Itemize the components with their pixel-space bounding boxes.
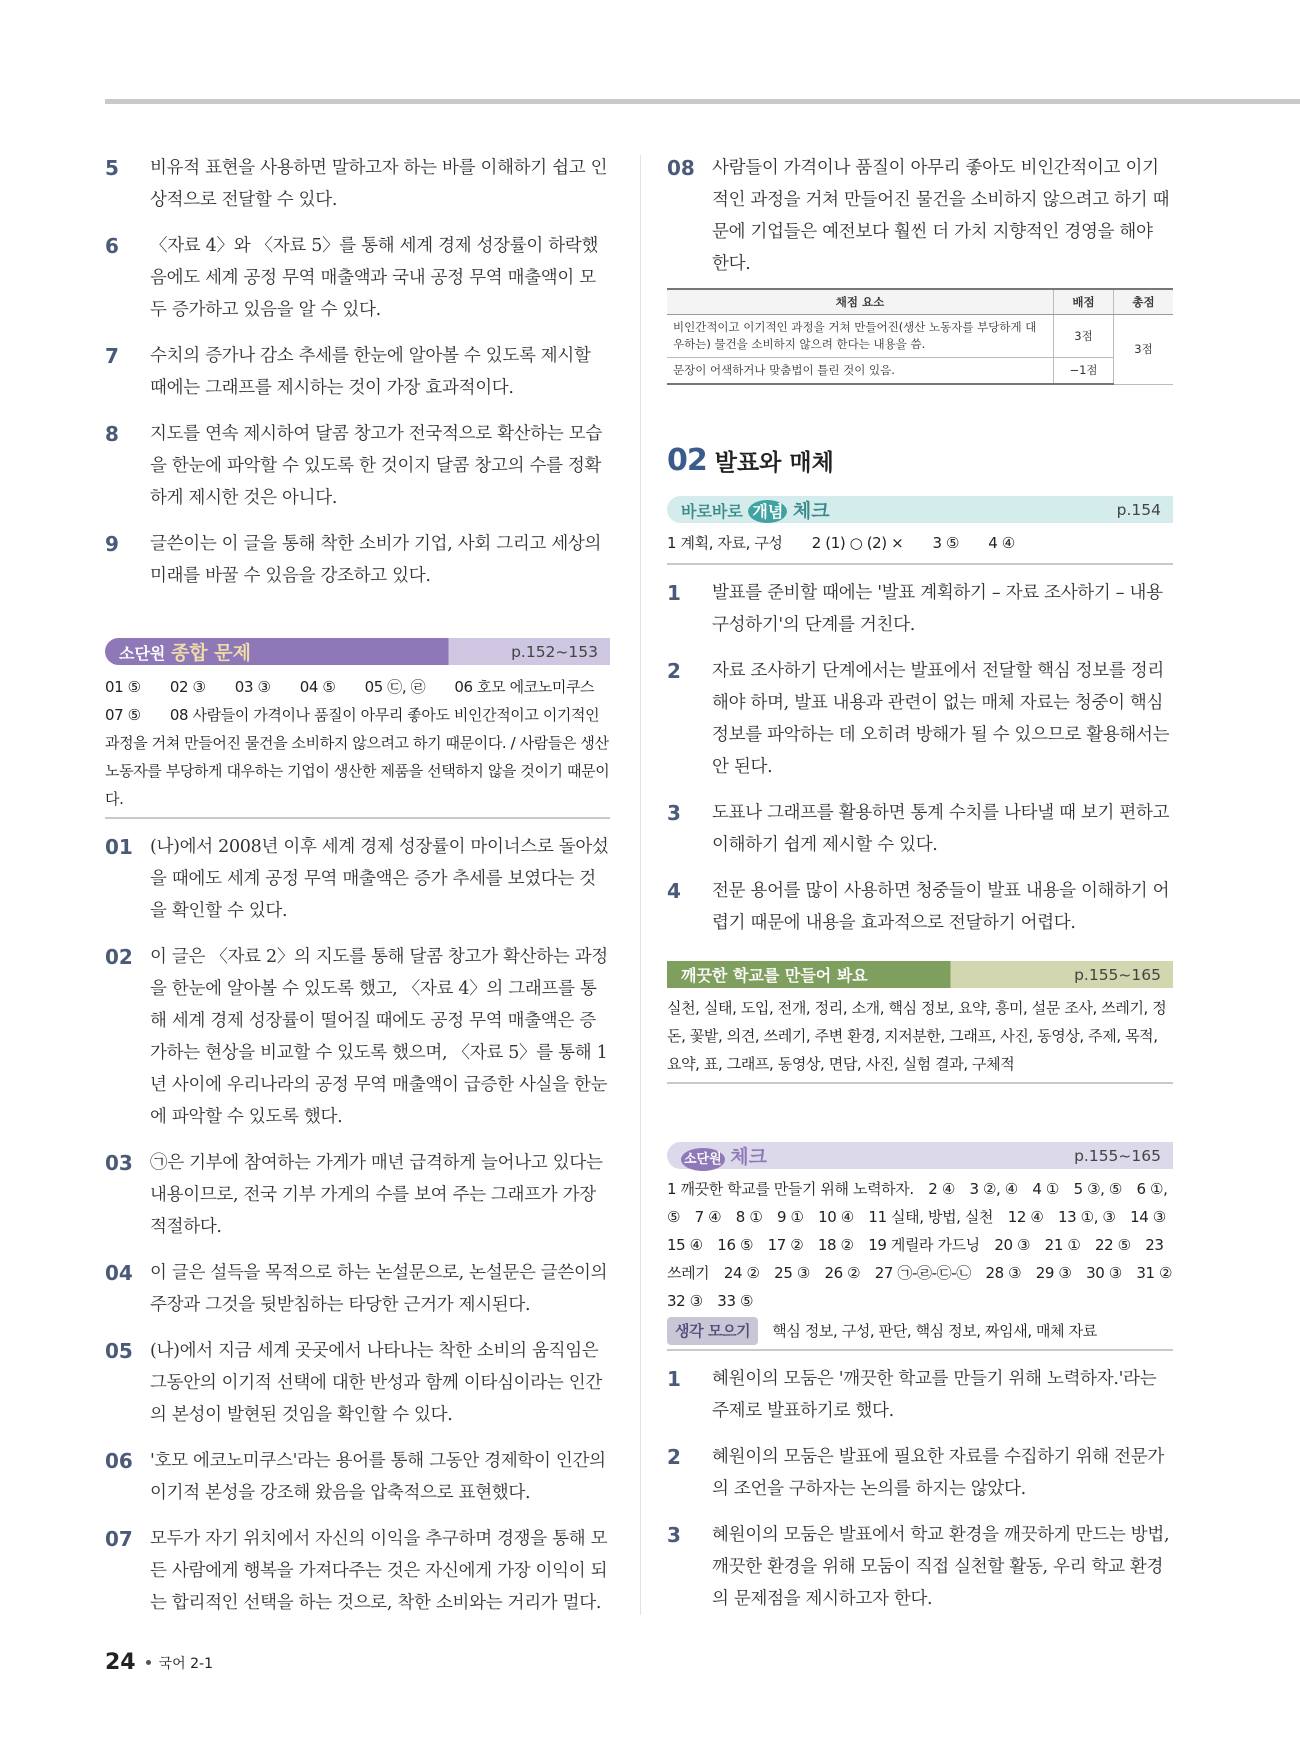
section-number: 02 <box>667 443 707 478</box>
total-cell: 3점 <box>1114 315 1174 385</box>
thinking-row <box>667 1317 1173 1345</box>
item-number: 04 <box>105 1261 133 1285</box>
list-item <box>105 1523 610 1619</box>
table-row <box>667 315 1173 358</box>
item-text: 혜원이의 모둠은 '깨끗한 학교를 만들기 위해 노력하자.'라는 주제로 발표하기로 했다. <box>712 1369 1157 1421</box>
item-number: 06 <box>105 1449 133 1473</box>
banner-title <box>119 638 251 665</box>
table-row <box>667 358 1173 385</box>
unit-review-banner <box>105 638 610 665</box>
list-item <box>667 152 1173 280</box>
item-number: 2 <box>667 659 681 683</box>
list-item <box>105 418 610 514</box>
left-column <box>105 152 610 1633</box>
list-item <box>667 1363 1173 1427</box>
item-text: 비유적 표현을 사용하면 말하고자 하는 바를 이해하기 쉽고 인상적으로 전달할 수 있다. <box>150 158 608 210</box>
scoring-table <box>667 288 1173 385</box>
list-item <box>105 831 610 927</box>
banner-main-title: 체크 <box>730 1146 767 1168</box>
item-text: 글쓴이는 이 글을 통해 착한 소비가 기업, 사회 그리고 세상의 미래를 바꿀 수 있음을 강조하고 있다. <box>150 534 602 586</box>
list-item <box>667 655 1173 783</box>
criteria-cell: 문장이 어색하거나 맞춤법이 틀린 것이 있음. <box>667 358 1054 385</box>
list-item <box>105 1445 610 1509</box>
list-item <box>667 1519 1173 1615</box>
unit-check-banner <box>667 1142 1173 1169</box>
item-text: 발표를 준비할 때에는 '발표 계획하기 – 자료 조사하기 – 내용 구성하기'의 단계를 거친다. <box>712 583 1163 635</box>
list-item <box>105 1147 610 1243</box>
header-criteria: 채점 요소 <box>667 289 1054 315</box>
item-number: 9 <box>105 532 119 556</box>
item-text: 혜원이의 모둠은 발표에 필요한 자료를 수집하기 위해 전문가의 조언을 구하자는 논의를 하지는 않았다. <box>712 1447 1164 1499</box>
header-points: 배점 <box>1054 289 1114 315</box>
answer-key: 01 ⑤ 02 ③ 03 ③ 04 ⑤ 05 ㉢, ㉣ 06 호모 에코노미쿠스 07 ⑤ 08 사람들이 가격이나 품질이 아무리 좋아도 비인간적이고 이기적인 과정을 거쳐 만들어진 물건을 소비하지 않으려고 하기 때문이다. / 사람들은 생산 노동자를 부당하게 대우하는 기업이 생산한 제품을 선택하지 않을 것이기 때문이다. <box>105 673 610 819</box>
item-number: 08 <box>667 156 695 180</box>
banner-prefix: 소단원 <box>119 644 166 663</box>
item-text: '호모 에코노미쿠스'라는 용어를 통해 그동안 경제학이 인간의 이기적 본성을 강조해 왔음을 압축적으로 표현했다. <box>150 1451 606 1503</box>
item-number: 5 <box>105 156 119 180</box>
list-item <box>105 941 610 1133</box>
item-number: 2 <box>667 1445 681 1469</box>
item-number: 05 <box>105 1339 133 1363</box>
item-text: 전문 용어를 많이 사용하면 청중들이 발표 내용을 이해하기 어렵기 때문에 내용을 효과적으로 전달하기 어렵다. <box>712 881 1170 933</box>
item-number: 1 <box>667 1367 681 1391</box>
item-number: 01 <box>105 835 133 859</box>
top-rule <box>105 99 1300 104</box>
item-text: 자료 조사하기 단계에서는 발표에서 전달할 핵심 정보를 정리해야 하며, 발표 내용과 관련이 없는 매체 자료는 청중이 핵심 정보를 파악하는 데 오히려 방해가 될 수 있으므로 활용해서는 안 된다. <box>712 661 1170 777</box>
table-header-row <box>667 289 1173 315</box>
list-item <box>667 1441 1173 1505</box>
item-number: 7 <box>105 344 119 368</box>
item-number: 02 <box>105 945 133 969</box>
list-item <box>105 340 610 404</box>
item-text: 혜원이의 모둠은 발표에서 학교 환경을 깨끗하게 만드는 방법, 깨끗한 환경을 위해 모둠이 직접 실천할 활동, 우리 학교 환경의 문제점을 제시하고자 한다. <box>712 1525 1170 1609</box>
list-item <box>105 230 610 326</box>
criteria-cell: 비인간적이고 이기적인 과정을 거쳐 만들어진(생산 노동자를 부당하게 대우하는) 물건을 소비하지 않으려 한다는 내용을 씀. <box>667 315 1054 358</box>
list-item <box>105 528 610 592</box>
answer-key: 1 계획, 자료, 구성 2 (1) ○ (2) × 3 ⑤ 4 ④ <box>667 529 1173 565</box>
banner-title-a: 바로바로 <box>681 502 743 521</box>
item-text: 〈자료 4〉와 〈자료 5〉를 통해 세계 경제 성장률이 하락했음에도 세계 공정 무역 매출액과 국내 공정 무역 매출액이 모두 증가하고 있음을 알 수 있다. <box>150 236 599 320</box>
item-text: (나)에서 지금 세계 곳곳에서 나타나는 착한 소비의 움직임은 그동안의 이기적 선택에 대한 반성과 함께 이타심이라는 인간의 본성이 발현된 것임을 확인할 수 있다. <box>150 1341 602 1425</box>
list-item <box>667 797 1173 861</box>
item-number: 03 <box>105 1151 133 1175</box>
bullet-dot <box>146 1660 151 1665</box>
banner-title: 깨끗한 학교를 만들어 봐요 <box>681 966 868 985</box>
item-text: 도표나 그래프를 활용하면 통계 수치를 나타낼 때 보기 편하고 이해하기 쉽게 제시할 수 있다. <box>712 803 1170 855</box>
banner-page: p.155~165 <box>1074 965 1161 984</box>
section-heading <box>667 443 1173 478</box>
item-text: (나)에서 2008년 이후 세계 경제 성장률이 마이너스로 돌아섰을 때에도 세계 공정 무역 매출액은 증가 추세를 보였다는 것을 확인할 수 있다. <box>150 837 609 921</box>
item-text: 이 글은 〈자료 2〉의 지도를 통해 달콤 창고가 확산하는 과정을 한눈에 알아볼 수 있도록 했고, 〈자료 4〉의 그래프를 통해 세계 경제 성장률이 떨어질 때에도 공정 무역 매출액은 증가하는 현상을 비교할 수 있도록 했으며, 〈자료 5〉를 통해 1년 사이에 우리나라의 공정 무역 매출액이 급증한 사실을 한눈에 파악할 수 있도록 했다. <box>150 947 608 1127</box>
item-text: 이 글은 설득을 목적으로 하는 논설문으로, 논설문은 글쓴이의 주장과 그것을 뒷받침하는 타당한 근거가 제시된다. <box>150 1263 608 1315</box>
points-cell: 3점 <box>1054 315 1114 358</box>
banner-title <box>681 1142 767 1169</box>
item-text: 수치의 증가나 감소 추세를 한눈에 알아볼 수 있도록 제시할 때에는 그래프를 제시하는 것이 가장 효과적이다. <box>150 346 591 398</box>
banner-title-b: 개념 <box>748 500 787 523</box>
list-item <box>667 875 1173 939</box>
right-column <box>667 152 1187 1629</box>
header-total: 총점 <box>1114 289 1174 315</box>
answer-list: 1 깨끗한 학교를 만들기 위해 노력하자. 2 ④ 3 ②, ④ 4 ① 5 ③, ⑤ 6 ①, ⑤ 7 ④ 8 ① 9 ① 10 ④ 11 실태, 방법, 실천 12 ④ 13 ①, ③ 14 ③ 15 ④ 16 ⑤ 17 ② 18 ② 19 게릴라 가드닝 20 ③ 21 ① 22 ⑤ 23 쓰레기 24 ② 25 ③ 26 ② 27 ㉠-㉣-㉢-㉡ 28 ③ 29 ③ 30 ③ 31 ② 32 ③ 33 ⑤ <box>667 1180 1187 1310</box>
banner-title-c: 체크 <box>792 500 830 522</box>
item-number: 8 <box>105 422 119 446</box>
item-number: 07 <box>105 1527 133 1551</box>
item-number: 4 <box>667 879 681 903</box>
banner-page: p.155~165 <box>1074 1146 1161 1165</box>
concept-check-banner <box>667 496 1173 523</box>
page-footer <box>105 1650 213 1675</box>
list-item <box>105 1335 610 1431</box>
page-number: 24 <box>105 1650 136 1675</box>
list-item <box>667 577 1173 641</box>
item-number: 3 <box>667 801 681 825</box>
list-item <box>105 152 610 216</box>
item-text: 지도를 연속 제시하여 달콤 창고가 전국적으로 확산하는 모습을 한눈에 파악할 수 있도록 한 것이지 달콤 창고의 수를 정확하게 제시한 것은 아니다. <box>150 424 602 508</box>
item-number: 3 <box>667 1523 681 1547</box>
list-item <box>105 1257 610 1321</box>
item-number: 6 <box>105 234 119 258</box>
thinking-label: 생각 모으기 <box>667 1317 758 1345</box>
book-title: 국어 2-1 <box>158 1655 213 1672</box>
item-text: ㉠은 기부에 참여하는 가게가 매년 급격하게 늘어나고 있다는 내용이므로, 전국 기부 가게의 수를 보여 주는 그래프가 가장 적절하다. <box>150 1153 603 1237</box>
section-title: 발표와 매체 <box>714 450 834 476</box>
banner-title <box>681 496 830 523</box>
answer-key: 실천, 실태, 도입, 전개, 정리, 소개, 핵심 정보, 요약, 흥미, 설문 조사, 쓰레기, 정돈, 꽃밭, 의견, 쓰레기, 주변 환경, 지저분한, 그래프, 사진, 동영상, 주제, 목적, 요약, 표, 그래프, 동영상, 면담, 사진, 실험 결과, 구체적 <box>667 994 1173 1084</box>
answer-key <box>667 1175 1187 1351</box>
points-cell: −1점 <box>1054 358 1114 385</box>
item-number: 1 <box>667 581 681 605</box>
banner-page: p.154 <box>1116 500 1161 519</box>
banner-main-title: 종합 문제 <box>170 642 251 664</box>
banner-prefix: 소단원 <box>681 1148 725 1171</box>
item-text: 사람들이 가격이나 품질이 아무리 좋아도 비인간적이고 이기적인 과정을 거쳐 만들어진 물건을 소비하지 않으려고 하기 때문에 기업들은 예전보다 훨씬 더 가치 지향적인 경영을 해야 한다. <box>712 158 1170 274</box>
column-divider <box>640 155 641 1615</box>
item-text: 모두가 자기 위치에서 자신의 이익을 추구하며 경쟁을 통해 모든 사람에게 행복을 가져다주는 것은 자신에게 가장 이익이 되는 합리적인 선택을 하는 것으로, 착한 소비와는 거리가 멀다. <box>150 1529 608 1613</box>
activity-banner <box>667 961 1173 988</box>
banner-page: p.152~153 <box>511 642 598 661</box>
thinking-text: 핵심 정보, 구성, 판단, 핵심 정보, 짜임새, 매체 자료 <box>772 1322 1097 1340</box>
